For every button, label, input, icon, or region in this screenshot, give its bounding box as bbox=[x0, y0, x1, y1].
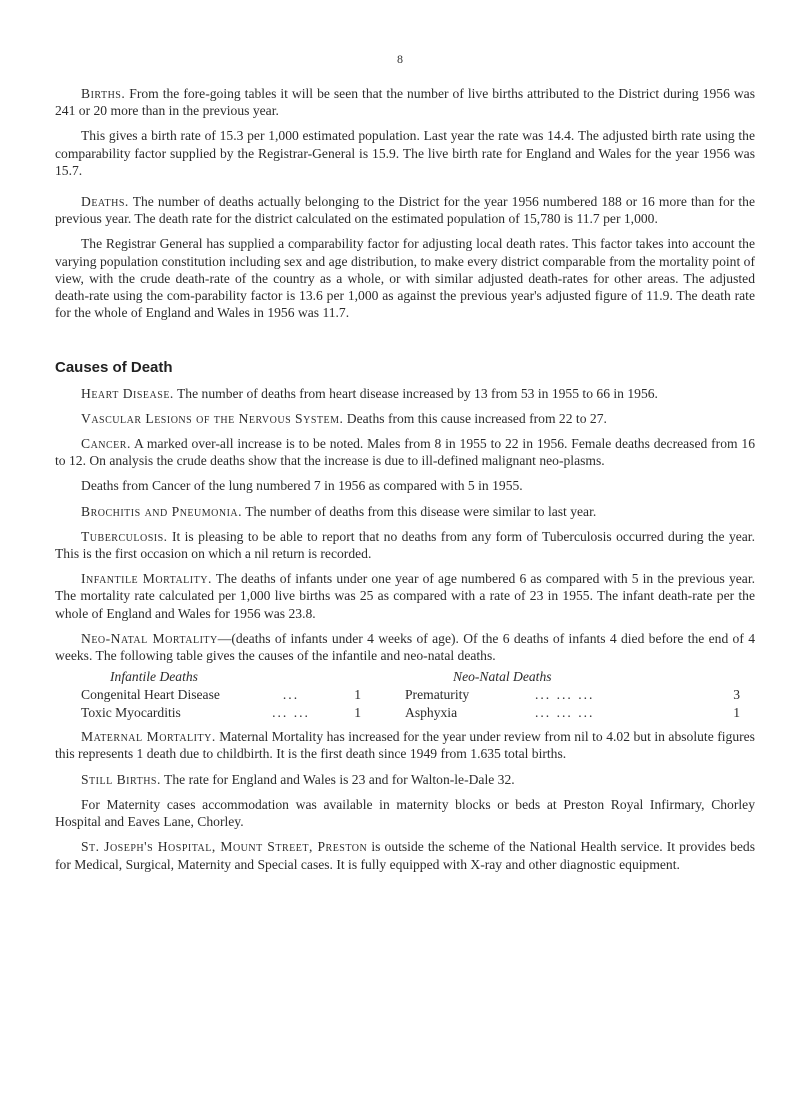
births-paragraph-2: This gives a birth rate of 15.3 per 1,000 estimated population. Last year the rate was 14.4. The adjusted birth rate using the comparability factor supplied by the Registrar-General is 15.9. The live birth rate for England and Wales for the year 1956 was 15.7. bbox=[55, 128, 755, 178]
heart-disease-heading: Heart Disease. bbox=[81, 385, 174, 401]
births-paragraph bbox=[55, 85, 755, 119]
leader-dots: ... bbox=[282, 687, 300, 703]
neonatal-count: 3 bbox=[733, 687, 740, 703]
maternal-mortality-heading: Maternal Mortality. bbox=[81, 729, 216, 745]
neonatal-mortality-heading: Neo-Natal Mortality bbox=[81, 630, 218, 646]
tuberculosis-text: It is pleasing to be able to report that no deaths from any form of Tuberculosis occurred during the year. This is the first occasion on which a nil return is recorded. bbox=[55, 528, 755, 562]
vascular-paragraph bbox=[55, 410, 755, 427]
infantile-count: 1 bbox=[354, 705, 361, 721]
neonatal-cause: Prematurity bbox=[405, 687, 470, 703]
tuberculosis-paragraph bbox=[55, 528, 755, 562]
tuberculosis-heading: Tuberculosis. bbox=[81, 528, 168, 544]
vascular-heading: Vascular Lesions of the Nervous System. bbox=[81, 410, 344, 426]
table-row bbox=[55, 686, 755, 704]
infantile-mortality-heading: Infantile Mortality. bbox=[81, 571, 212, 587]
still-births-text: The rate for England and Wales is 23 and for Walton-le-Dale 32. bbox=[164, 771, 515, 787]
vascular-text: Deaths from this cause increased from 22 to 27. bbox=[346, 410, 607, 426]
causes-of-death-title: Causes of Death bbox=[55, 359, 173, 377]
neonatal-cause: Asphyxia bbox=[405, 705, 458, 721]
infantile-mortality-paragraph bbox=[55, 570, 755, 622]
bronchitis-heading: Brochitis and Pneumonia. bbox=[81, 503, 243, 519]
deaths-paragraph-2: The Registrar General has supplied a comparability factor for adjusting local death rates. This factor takes into account the varying population constitution including sex and age distribution, to make every district comparable from the mortality point of view, with the crude death-rate of the country as a whole, or with similar adjusted death-rates for other areas. The adjusted death-rate using the com-parability factor is 13.6 per 1,000 as against the previous year's adjusted figure of 11.9. The death rate for the whole of England and Wales in 1956 was 11.7. bbox=[55, 236, 755, 321]
leader-dots: ... ... ... bbox=[535, 705, 595, 721]
infantile-mortality-text: The deaths of infants under one year of age numbered 6 as compared with 5 in the previous year. The mortality rate calculated per 1,000 live births was 25 as compared with a rate of 23 in 1955. The infant death-rate per the whole of England and Wales for 1956 was 23.8. bbox=[55, 571, 755, 621]
deaths-heading: Deaths. bbox=[81, 194, 129, 210]
heart-disease-text: The number of deaths from heart disease increased by 13 from 53 in 1955 to 66 in 1956. bbox=[177, 385, 658, 401]
infantile-cause: Congenital Heart Disease bbox=[81, 687, 220, 703]
cancer-text: A marked over-all increase is to be noted. Males from 8 in 1955 to 22 in 1956. Female deaths decreased from 16 to 12. On analysis the crude deaths show that the increase is due to ill-defined malignant neo-plasms. bbox=[55, 436, 756, 469]
maternal-mortality-text: Maternal Mortality has increased for the year under review from nil to 4.02 but in absolute figures this represents 1 death due to childbirth. It is the first death since 1949 from 1.635 total births. bbox=[55, 729, 755, 762]
still-births-heading: Still Births. bbox=[81, 771, 161, 787]
bronchitis-text: The number of deaths from this disease were similar to last year. bbox=[245, 503, 597, 519]
neonatal-mortality-paragraph bbox=[55, 630, 755, 664]
bronchitis-paragraph bbox=[55, 503, 755, 520]
causes-table bbox=[55, 668, 755, 722]
deaths-paragraph bbox=[55, 193, 755, 227]
document-body bbox=[55, 85, 755, 881]
cancer-lung-paragraph: Deaths from Cancer of the lung numbered 7 in 1956 as compared with 5 in 1955. bbox=[81, 478, 523, 494]
st-josephs-text: is outside the scheme of the National Health service. It provides beds for Medical, Surgical, Maternity and Special cases. It is fully equipped with X-ray and other diagnostic equipment. bbox=[55, 839, 755, 872]
table-row bbox=[55, 704, 755, 722]
page-number: 8 bbox=[397, 52, 403, 66]
births-text-1: From the fore-going tables it will be seen that the number of live births attributed to the District during 1956 was 241 or 20 more than in the previous year. bbox=[55, 86, 755, 119]
heart-disease-paragraph bbox=[55, 385, 755, 402]
leader-dots: ... ... bbox=[272, 705, 310, 721]
neonatal-mortality-text: —(deaths of infants under 4 weeks of age). Of the 6 deaths of infants 4 died before the end of 4 weeks. The following table gives the causes of the infantile and neo-natal deaths. bbox=[55, 630, 755, 664]
births-heading: Births. bbox=[81, 86, 126, 101]
st-josephs-paragraph bbox=[55, 838, 755, 872]
st-josephs-heading: St. Joseph's Hospital, Mount Street, Preston bbox=[81, 839, 368, 855]
neonatal-deaths-title: Neo-Natal Deaths bbox=[453, 669, 552, 685]
infantile-count: 1 bbox=[354, 687, 361, 703]
infantile-deaths-title: Infantile Deaths bbox=[110, 669, 198, 685]
neonatal-count: 1 bbox=[733, 705, 740, 721]
cancer-heading: Cancer. bbox=[81, 436, 131, 452]
still-births-paragraph bbox=[55, 771, 755, 788]
causes-table-header bbox=[55, 668, 755, 686]
maternity-accommodation-paragraph: For Maternity cases accommodation was available in maternity blocks or beds at Preston Royal Infirmary, Chorley Hospital and Eaves Lane, Chorley. bbox=[55, 796, 755, 830]
cancer-paragraph bbox=[55, 435, 755, 469]
infantile-cause: Toxic Myocarditis bbox=[81, 705, 181, 721]
deaths-text-1: The number of deaths actually belonging to the District for the year 1956 numbered 188 or 16 more than for the previous year. The death rate for the district calculated on the estimated population of 15,780 is 11.7 per 1,000. bbox=[55, 194, 755, 227]
leader-dots: ... ... ... bbox=[535, 687, 595, 703]
maternal-mortality-paragraph bbox=[55, 728, 755, 762]
